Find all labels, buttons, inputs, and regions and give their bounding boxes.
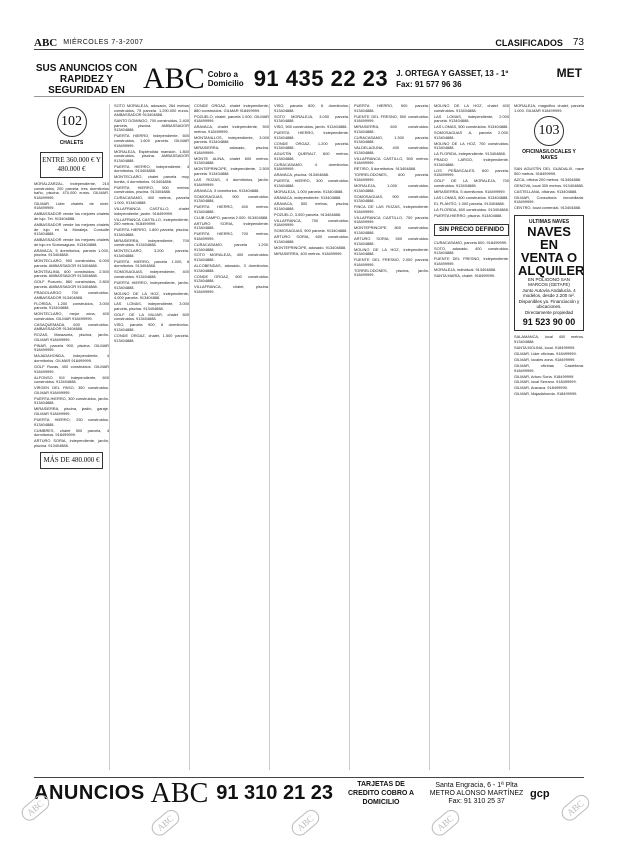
list-item: RETIRO, 5 dormitorios. 913404888. [354, 166, 417, 172]
list-item: MORALEJA, magnífico chalet, parcela 1.000. GILMAR 918499999. [514, 104, 584, 113]
list-item: PUERTA HIERRO, parcela 1.000, 6 dormitorios. 913404888. [114, 258, 189, 269]
list-item: TORRELODONES, 600 parcela. 918499999. [354, 172, 429, 183]
header-date: MIÉRCOLES 7-3-2007 [63, 39, 144, 46]
list-item: CASTELLANA, oficinas. 913404888. [514, 188, 578, 194]
list-item: PUERTA HIERRO, 300 construidos, jardín. 913404888. [34, 395, 109, 406]
list-item: VILLAFRANCA CASTILLO, independiente, 250 metros. 918499999. [114, 216, 189, 227]
footer-phone: 91 310 21 23 [216, 782, 334, 804]
price-range-1: ENTRE 360.000 € Y 480.000 € [40, 152, 103, 178]
list-item: GOLF Pozuelo, 860 construidos, 2.800 parcela. AMBASSADOR 913404888. [34, 279, 109, 289]
price-range-2: MÁS DE 480.000 € [40, 452, 103, 469]
list-item: PUERTA HIERRO, 700 metros. 918499999. [194, 231, 269, 241]
list-item: ARAVACA, piscina. 913404888. [274, 172, 330, 178]
list-item: CURACASAMO, parcela 600. 918499999. [434, 239, 508, 245]
list-item: MORALZARZAL, independiente, 210 construidos, 200 parcela, tres dormitorios baño, piscina. 470.000 euros. GILMAR. 918499999. [34, 181, 109, 200]
list-item: AZCA, oficina 200 metros. 913404888. [514, 176, 582, 182]
list-item: ARAVACA, chalet independiente, 500 metros. 918499999. [194, 124, 269, 134]
ad-subtitle: EN POLIGONO SAN MARCOS (GETAFE) [527, 276, 570, 288]
page-header [34, 36, 584, 50]
sin-precio-heading: SIN PRECIO DEFINIDO [434, 224, 509, 236]
bottom-banner-ad [34, 777, 584, 809]
list-item: CURACASAMO, parcela 1.200. 913404888. [194, 241, 269, 252]
list-item: MOLINO DE LA HOZ, 700 construidos. 913404888. [434, 140, 509, 151]
list-item: CURACASAMO, 4 dormitorios. 918499999. [274, 161, 349, 172]
list-item: MOLINO DE LA HOZ, chalet 400 construidos. 913404888. [434, 104, 509, 113]
gcp-logo: gcp [530, 787, 550, 800]
badge-number: 102 [57, 107, 87, 137]
list-item: VISO, 500 construidos, jardín. 913404888. [274, 124, 348, 130]
list-item: MAJADAHONDA, independiente, 4 dormitorios. GILMAR 918499999. [34, 353, 109, 364]
list-item: VILLAFRANCA, 700 construidos. 918499999. [274, 217, 349, 228]
list-item: LAS LOMAS, independiente, 3.000 parcela, piscina. 913404888. [114, 301, 189, 311]
list-item: FUENTE DEL FRESNO, 500 construidos. 918499999. [354, 113, 429, 124]
list-item: PUERTA HIERRO, piscina. 913404888. [434, 212, 503, 218]
list-item: VILLAFRANCA CASTILLO, chalet independiente, jardín. 918499999. [114, 206, 189, 216]
list-item: PUERTA HIERRO, independiente, 4 dormitorios. 913404888. [114, 163, 189, 174]
watermark-stamp: ABC [148, 807, 182, 839]
list-item: FUENTE DEL FRESNO, 2.000 parcela. 918499999. [354, 257, 429, 267]
list-item: PUERTA HIERRO, 900 parcela. 913404888. [354, 104, 429, 113]
list-item: MOLINO DE LA HOZ, independiente. 913404888. [354, 246, 429, 257]
list-item: EL PLANTÍO, 1.000 parcela. 913404888. [434, 200, 505, 206]
list-item: MONTANILLOS, independiente, 3.000 parcela. 913404888. [194, 134, 269, 145]
list-item: PINAR, parcela 900, piscina. GILMAR 918499999. [34, 342, 109, 353]
list-item: MONTECLARO, mejor zona, 400 construidos. GILMAR 918499999. [34, 311, 109, 321]
footer-address: Santa Engracia, 6 - 1ª Plta METRO ALONSO MARTÍNEZ Fax: 91 310 25 37 [429, 781, 524, 805]
list-item: MORALEJA, 1.000 construidos. 913404888. [354, 183, 429, 193]
ad-body: Junto Autovía Andalucía. 4 modelos, desde 2.200 m². Disponibles ya. Financiación y ubicaciones. [518, 287, 580, 310]
list-item: VILLAFRANCA CASTILLO, 500 metros. 918499999. [354, 155, 429, 166]
list-item: ARTURO SORIA, 600 construidos. 913404888. [274, 234, 349, 244]
column-1 [34, 104, 110, 770]
list-item: ALCOBENDAS, adosado, 3 dormitorios. 913404888. [194, 263, 269, 273]
list-item: VIRGEN DEL PASO, 350 construidos. GILMAR 918499999. [34, 385, 109, 395]
list-item: ROZAS, Marazuela, piscina, jardín. GILMAR 918499999. [34, 332, 109, 342]
list-item: MIRASIERRA, independiente, 700 construidos. 913404888. [114, 237, 189, 248]
list-item: FINCA DE LAS ROZAS, independiente. 918499999. [354, 204, 429, 214]
list-item: SANTA MARÍA, chalet. 918499999. [434, 272, 496, 278]
list-item: VALDELAGUNA, 400 construidos. 913404888. [354, 145, 429, 155]
list-item: GILMAR, locales zona. 918499999. [514, 356, 576, 362]
section-badge-102 [34, 107, 109, 146]
list-item: AMBASSADOR vende los mejores chalets de lujo en la Moraleja. Consulte 913404888. [34, 221, 109, 237]
top-banner-ad [34, 62, 584, 97]
list-item: SANTO DOMINGO, 700 construidos, 2.400 parcela, piscina. AMBASSADOR 913404888. [114, 118, 189, 133]
list-item: GILMAR, Majadahonda. 918499999. [514, 391, 578, 397]
naves-display-ad [514, 215, 584, 332]
footer-anuncios: ANUNCIOS [34, 782, 145, 804]
list-item: MONTEPRINCIPE, 800 construidos. 913404888. [354, 225, 429, 235]
column-3 [194, 104, 270, 770]
banner-abc-logo: ABC [143, 62, 205, 95]
list-item: POZUELO, chalet, parcela 1.000. GILMAR 918499999. [194, 113, 269, 124]
watermark-stamp: ABC [558, 792, 592, 824]
banner-phone: 91 435 22 23 [253, 66, 389, 91]
ad-headline: NAVES EN VENTA O ALQUILER [518, 223, 584, 278]
list-item: ARTURO SORIA, 500 construidos. 913404888. [354, 235, 429, 246]
list-item: MONTECLARO, 3.200 parcela. 913404888. [114, 248, 189, 258]
list-item: LA FLORIDA, independiente. 913404888. [434, 151, 506, 157]
list-item: PUERTA HIERRO, independiente, 600 construidos, 1.600 parcela. GILMAR 918499999. [114, 133, 189, 148]
list-item: ALFONSO XIII independiente, 600 construidos. 913404888. [34, 374, 109, 385]
list-item: ARTURO SORIA, independiente, jardín, piscina. 913404888. [34, 438, 109, 448]
list-item: CONDE ORGAZ, 1.200 parcela. 913404888. [274, 140, 349, 151]
list-item: ARAVACA, 500 metros, piscina. 913404888. [274, 200, 349, 211]
list-item: AMBASSADOR vende los mejores chalets de lujo. Tel. 913404888. [34, 211, 109, 221]
page-number: 73 [572, 37, 584, 48]
list-item: FUENTE DEL FRESNO, independiente. 918499999. [434, 256, 509, 266]
list-item: ARTURO SORIA, independiente. 913404888. [194, 220, 269, 231]
column-5 [354, 104, 430, 770]
list-item: GILMAR, Aravaca. 918499999. [514, 385, 568, 391]
list-item: LAS ROZAS, 4 dormitorios, jardín. 918499999. [194, 177, 269, 187]
list-item: MONTEPRINCIPE, adosado. 913404888. [274, 244, 347, 250]
column-7 [514, 104, 584, 770]
ad-direct: Directamente propiedad [524, 309, 574, 315]
list-item: AMBASSADOR vende los mejores chalets de lujo en Somosaguas. 913404888. [34, 237, 109, 247]
ad-phone: 91 523 90 00 [522, 317, 576, 328]
banner-addr-line: J. ORTEGA Y GASSET, 13 - 1º [396, 69, 509, 78]
list-item: SAN AGUSTÍN DEL GUADALIX, nave 500 metros. 918499999. [514, 166, 584, 176]
list-item: SOMOSAGUAS, 900 parcela. 913404888. [274, 228, 348, 234]
watermark-stamp: ABC [288, 807, 322, 839]
column-6 [434, 104, 510, 770]
list-item: VISO, parcela 800, 6 dormitorios. 913404888. [274, 104, 349, 113]
list-item: SOTO, adosado, 400 construidos. 913404888. [434, 245, 509, 256]
list-item: VISO, parcela 900, 8 dormitorios. 913404888. [114, 322, 189, 332]
list-item: TORRELODONES, piscina, jardín. 918499999. [354, 267, 429, 278]
section-badge-103 [514, 116, 584, 161]
list-item: SOTO MORALEJA, 400 construidos. 913404888. [194, 252, 269, 263]
list-item: LOS PEÑASCALES, 600 parcela. 918499999. [434, 167, 509, 178]
banner-cobro: Cobro a Domicilio [207, 70, 244, 88]
badge-number: 103 [534, 116, 564, 146]
list-item: SOTO MORALEJA, adosado, 264 metros construidos, 75 parcela. 1.290.000 euros. AMBASSADOR 913404888. [114, 104, 189, 118]
list-item: CLUB CAMPO, parcela 2.000. 913404888. [194, 214, 269, 220]
met-logo: MET [556, 66, 582, 80]
list-item: GOLF DE LA MUJAR, chalet 600 construidos. 913404888. [114, 311, 189, 322]
list-item: GILMAR, Arturo Soria. 918499999. [514, 373, 575, 379]
list-item: GOLF Rozas, 400 construidos. GILMAR 918499999. [34, 364, 109, 374]
list-item: GILMAR. Lider chalets de nivel. 918499999. [34, 200, 109, 211]
list-item: MONTEPRINCIPE, independiente, 2.500 parcela. 913404888. [194, 166, 269, 177]
list-item: SOTO MORALEJA, 3.000 parcela. 913404888. [274, 113, 349, 124]
list-item: MONTEALINA, 600 construidos, 2.500 parcela. AMBASSADOR 913404888. [34, 268, 109, 279]
list-item: SANTA MOLINA, local. 918499999. [514, 344, 576, 350]
list-item: MORALEJA, individual. 913404888. [434, 266, 497, 272]
list-item: PRADOLARGO 700 construidos. AMBASSADOR 913404888. [34, 289, 109, 300]
list-item: MORALEJA, Espléndida mansión, 1.800 construidos, piscina. AMBASSADOR 913404888. [114, 148, 189, 163]
list-item: LAS LOMAS, 800 construidos. 913404888. [434, 195, 509, 200]
list-item: GILMAR, Consultoría inmobiliaria. 918499999. [514, 194, 584, 205]
list-item: PUERTA HIERRO, 500 metros construidos, piscina. 913404888. [114, 184, 189, 195]
list-item: MIRASIERRA, adosado, piscina. 918499999. [194, 145, 269, 155]
list-item: GENOVA, local 300 metros. 913404888. [514, 182, 584, 188]
footer-abc-logo: ABC [150, 777, 209, 809]
list-item: MIRASIERRA, 600 construidos. 913404888. [354, 124, 429, 134]
list-item: SOMOSAGUAS, independiente, 400 construidos. 913404888. [114, 269, 189, 280]
column-4 [274, 104, 350, 770]
list-item: ARAVACA, independiente. 913404888. [274, 195, 342, 200]
list-item: SOMOSAGUAS, 900 construidos. 913404888. [354, 193, 429, 204]
list-item: ARAVACA, 5 dormitorios. 913404888. [194, 187, 260, 193]
list-item: GOLF DE LA MORALEJA, 700 construidos. 913404888. [434, 178, 509, 189]
list-item: LA FLORIDA, 600 construidos. 913404888. [434, 206, 509, 212]
list-item: VILLAFRANCA CASTILLO, 700 parcela. 918499999. [354, 214, 429, 225]
section-title: CLASIFICADOS [495, 37, 563, 48]
list-item: PUERTA HIERRO, 300 construidos. 913404888. [274, 178, 349, 189]
list-item: POZUELO, 3.000 parcela. 913404888. [274, 211, 342, 217]
banner-slogan: SUS ANUNCIOS CON RAPIDEZ Y SEGURIDAD EN [35, 62, 138, 96]
list-item: CURACASAMO, 400 metros, parcela 1.000. 913404888. [114, 195, 189, 206]
list-item: MIRASIERRA, piscina, jardín, garaje. GILMAR 918499999. [34, 406, 109, 416]
list-item: MONTE ALINA, chalet 600 metros. 913404888. [194, 155, 269, 166]
list-item: MIRASIERRA, 5 dormitorios. 918499999. [434, 189, 506, 195]
list-item: LAS LOMAS, 500 construidos. 913404888. [434, 124, 509, 130]
list-item: LAS LOMAS, independiente, 2.000 parcela. 913404888. [434, 113, 509, 124]
list-item: SOMOSAGUAS A, parcela 2.000. 913404888. [434, 130, 509, 140]
badge-label: CHALETS [59, 140, 84, 146]
banner-address [396, 68, 521, 90]
list-item: PUERTA HIERRO, independiente, jardín. 913404888. [114, 280, 189, 290]
list-item: CONDE ORGAZ, 600 construidos. 913404888. [194, 273, 269, 284]
list-item: MONTECLARO, chalet parcela muy bonita, 4 dormitorios. 913404888. [114, 174, 189, 184]
list-item: VILLAFRANCA, chalet, piscina. 918499999. [194, 284, 269, 294]
watermark-stamp: ABC [18, 792, 52, 824]
list-item: CURACASAMO, 1.300 parcela. 913404888. [354, 134, 429, 145]
list-item: SOMOSAGUAS, 900 construidos. 913404888. [194, 193, 269, 204]
list-item: GILMAR, local Serrano. 918499999. [514, 379, 577, 385]
list-item: MONTECLARO, 900 construidos, 6.000 parcela. AMBASSADOR 913404888. [34, 258, 109, 268]
list-item: CENTRO, local comercial. 913404888. [514, 205, 582, 211]
list-item: PUERTA HIERRO, 250 construidos. 913404888. [34, 416, 109, 427]
list-item: MORALEJA, 1.000 parcela. 913404888. [274, 189, 344, 195]
ad-kicker: ULTIMAS NAVES [528, 218, 570, 225]
list-item: PRADO LARGO, independiente. 913404888. [434, 157, 509, 167]
list-item: GILMAR, Lider oficinas. 918499999. [514, 350, 577, 356]
badge-label: OFICINAS/LOCALES Y NAVES [522, 149, 576, 162]
list-item: MIRASIERRA, 400 metros. 918499999. [274, 250, 343, 256]
list-item: GILMAR, oficinas Castellana. 918499999. [514, 362, 584, 373]
list-item: PUERTA HIERRO, 1.800 parcela, piscina. 913404888. [114, 227, 189, 237]
list-item: PUERTA HIERRO, independiente. 913404888. [274, 130, 349, 140]
list-item: CONDE ORGAZ, chalet, 1.500 parcela. 913404888. [114, 332, 189, 343]
list-item: SALAMANCA, local 400 metros. 913404888. [514, 334, 584, 344]
list-item: AGUSTÍN QUERALT, 600 metros. 913404888. [274, 151, 349, 161]
list-item: FLORIDA, 1.200 construidos, 3.000 parcela. 913404888. [34, 300, 109, 311]
list-item: CUMBRES, chalet 500 parcela, 4 dormitorios. 918499999. [34, 427, 109, 438]
footer-tarjetas: TARJETAS DE CREDITO COBRO A DOMICILIO [347, 781, 415, 806]
list-item: MOLINO DE LA HOZ, independiente, 4.000 parcela. 913404888. [114, 290, 189, 301]
column-2 [114, 104, 190, 770]
abc-logo: ABC [34, 36, 58, 49]
watermark-stamp: ABC [428, 807, 462, 839]
banner-fax: Fax: 91 577 96 36 [396, 80, 462, 89]
list-item: PUERTA HIERRO, 400 metros. 913404888. [194, 204, 269, 214]
list-item: CONDE ORGAZ, chalet independiente, 880 construidos. GILMAR 918499999. [194, 104, 269, 113]
list-item: ARAVACA, 5 dormitorios, parcela 1.000, piscina. 913404888. [34, 247, 109, 258]
list-item: CASAQUEMADA, 600 construidos. AMBASSADOR 913404888. [34, 321, 109, 332]
